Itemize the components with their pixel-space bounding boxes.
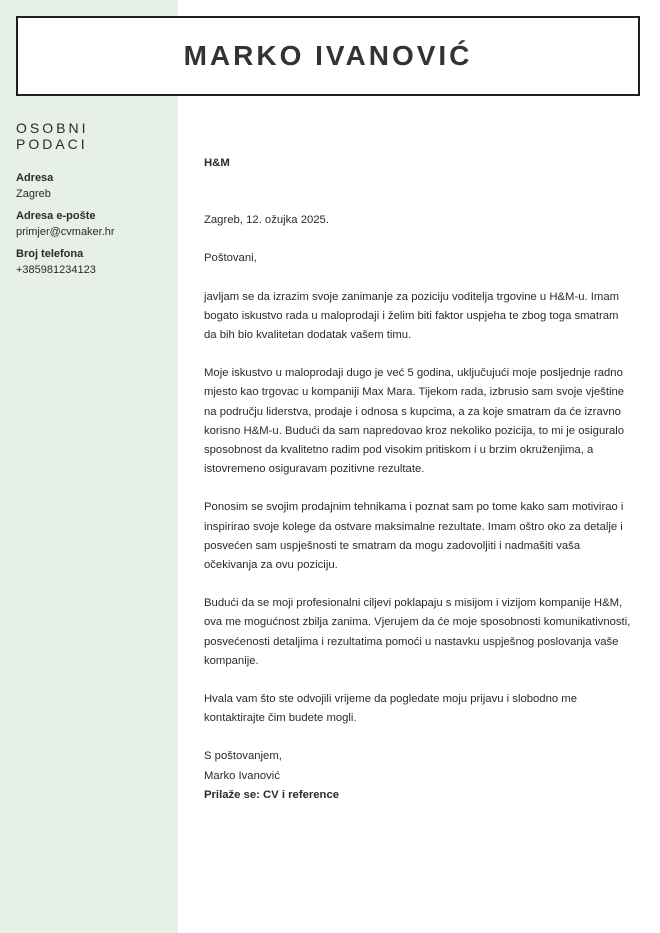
phone-field [16, 246, 166, 278]
letter-paragraph: Ponosim se svojim prodajnim tehnikama i poznat sam po tome kako sam motivirao i inspirirao svoje kolege da ostvare maksimalne rezultate. Imam oštro oko za detalje i posvećen sam uspješnosti te smatram da mogu zadovoljiti i nadmašiti vaša očekivanja za ovu poziciju. [204, 501, 624, 572]
letter-greeting: Poštovani, [204, 252, 257, 265]
personal-details-title: OSOBNI PODACI [16, 120, 89, 152]
letter-paragraph: Hvala vam što ste odvojili vrijeme da pogledate moju prijavu i slobodno me kontaktirajte čim budete mogli. [204, 693, 577, 725]
recipient-company: H&M [204, 157, 230, 169]
address-value: Zagreb [16, 188, 51, 200]
letter-paragraph: javljam se da izrazim svoje zanimanje za poziciju voditelja trgovine u H&M-u. Imam bogato iskustvo rada u maloprodaji i želim biti faktor uspjeha te zbog toga smatram da bih bio kvalitetan dodatak vašem timu. [204, 290, 620, 342]
letter-date: Zagreb, 12. ožujka 2025. [204, 214, 329, 227]
address-field [16, 170, 166, 202]
email-label: Adresa e-pošte [16, 210, 96, 222]
letter-closing: S poštovanjem, [204, 750, 282, 763]
phone-label: Broj telefona [16, 248, 84, 260]
letter-paragraph: Moje iskustvo u maloprodaji dugo je već 5 godina, uključujući moje posljednje radno mjesto kao trgovac u kompaniji Max Mara. Tijekom rada, izbrusio sam svoje vještine na području liderstva, prodaje i odnosa s kupcima, a za koje smatram da će izravno korisno H&M-u. Budući da sam napredovao kroz nekoliko pozicija, to mi je osiguralo sposobnost da kvalitetno radim pod visokim pritiskom i u brzim okruženjima, a istovremeno osiguravam pozitivne rezultate. [204, 367, 625, 476]
letter-attachments: Prilaže se: CV i reference [204, 788, 340, 801]
applicant-name: MARKO IVANOVIĆ [183, 40, 473, 71]
personal-details [16, 120, 166, 284]
phone-value: +385981234123 [16, 264, 96, 276]
email-value: primjer@cvmaker.hr [16, 226, 115, 238]
address-label: Adresa [16, 172, 54, 184]
letter-paragraph: Budući da se moji profesionalni ciljevi poklapaju s misijom i vizijom kompanije H&M, ova me mogućnost zbilja zanima. Vjerujem da će moje sposobnosti komunikativnosti, posvećenosti detaljima i rezultatima pomoći u nastavku uspješnog poslovanja vaše kompanije. [204, 597, 631, 667]
name-header [16, 16, 640, 96]
cover-letter-body [204, 154, 634, 805]
letter-signature: Marko Ivanović [204, 769, 280, 782]
email-field [16, 208, 166, 240]
